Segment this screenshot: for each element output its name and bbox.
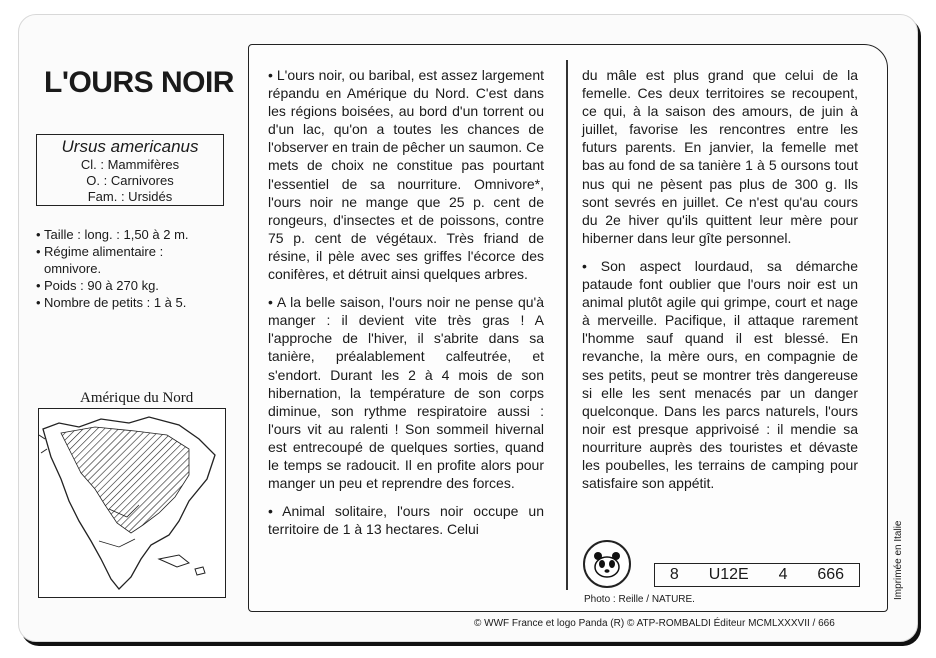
code-part: 8 <box>669 566 679 583</box>
code-part: 4 <box>778 566 788 583</box>
species-box <box>36 134 224 206</box>
family-label: Fam. : Ursidés <box>87 189 173 204</box>
order-label: O. : Carnivores <box>86 173 174 188</box>
paragraph-behaviour: • Son aspect lourdaud, sa démarche pataude font oublier que l'ours noir est un animal plutôt agile qui grimpe, court et nage à merveille. Pacifique, il attaque rarement l'homme sauf quand il est blessé. En revanche, la mère ours, en compagnie de ses petits, peut se montrer très dangereuse si elle les sent menacés par un danger quelconque. Dans les parcs naturels, l'ours noir est presque apprivoisé : il mendie sa nourriture auprès des touristes et dévaste les poubelles, les terrains de camping pour satisfaire son appétit. <box>582 257 858 492</box>
fact-item: omnivore. <box>44 261 102 276</box>
column-divider <box>566 60 568 590</box>
paragraph-reproduction: du mâle est plus grand que celui de la femelle. Ces deux territoires se recoupent, ce qui, à la saison des amours, de juin à juillet, favorise les rencontres entre les futurs parents. En janvier, la femelle met bas au fond de sa tanière 1 à 5 oursons tout nus qui ne pèsent pas plus de 300 g. Ils sont sevrés en juillet. Ce n'est qu'au cours du 2e hiver qu'ils quittent leur mère pour hiberner dans leur gîte personnel. <box>582 67 858 246</box>
photo-credit: Photo : Reille / NATURE. <box>584 594 695 605</box>
fact-item: • Régime alimentaire : <box>36 244 164 259</box>
paragraph-territory: • Animal solitaire, l'ours noir occupe un territoire de 1 à 13 hectares. Celui <box>268 503 544 538</box>
card-title: L'OURS NOIR <box>44 66 234 99</box>
code-part: 666 <box>817 566 845 583</box>
class-label: Cl. : Mammifères <box>80 157 180 172</box>
fact-item: • Taille : long. : 1,50 à 2 m. <box>36 227 189 242</box>
map-label: Amérique du Nord <box>80 390 194 406</box>
scientific-name: Ursus americanus <box>61 137 199 156</box>
card-code <box>654 563 860 587</box>
text-column-right <box>582 66 858 502</box>
paragraph-distribution: • L'ours noir, ou baribal, est assez largement répandu en Amérique du Nord. C'est dans les régions boisées, au bord d'un torrent ou d'un lac, qu'on a toutes les chances de l'observer en train de pêcher un saumon. Ce mets de choix ne constitue pas pourtant l'essentiel de sa nourriture. Omnivore*, l'ours noir ne mange que 25 p. cent de rongeurs, d'insectes et de poissons, contre 75 p. cent de végétaux. Très friand de résine, il pèle avec ses griffes l'écorce des conifères, et détruit ainsi quelques arbres. <box>268 67 544 283</box>
copyright: © WWF France et logo Panda (R) © ATP-ROMBALDI Éditeur MCMLXXXVII / 666 <box>474 618 835 629</box>
facts-list <box>36 226 189 311</box>
fact-item: • Nombre de petits : 1 à 5. <box>36 295 187 310</box>
north-america-map-icon <box>39 409 225 597</box>
text-column-left <box>268 66 544 548</box>
fact-item: • Poids : 90 à 270 kg. <box>36 278 159 293</box>
range-map <box>38 408 226 598</box>
printed-in: Imprimée en Italie <box>893 520 904 600</box>
code-part: U12E <box>708 566 749 583</box>
panda-logo-icon <box>583 540 631 588</box>
paragraph-hibernation: • A la belle saison, l'ours noir ne pense qu'à manger : il devient vite très gras ! A l'approche de l'hiver, il s'abrite dans sa tanière, préalablement calfeutrée, et s'endort. Durant les 2 à 4 mois de son hibernation, la température de son corps diminue, son rythme respiratoire aussi : l'ours vit au ralenti ! Son sommeil hivernal est entrecoupé de quelques sorties, quand le temps se radoucit. Il en profite alors pour manger un peu et reprendre des forces. <box>268 294 544 492</box>
